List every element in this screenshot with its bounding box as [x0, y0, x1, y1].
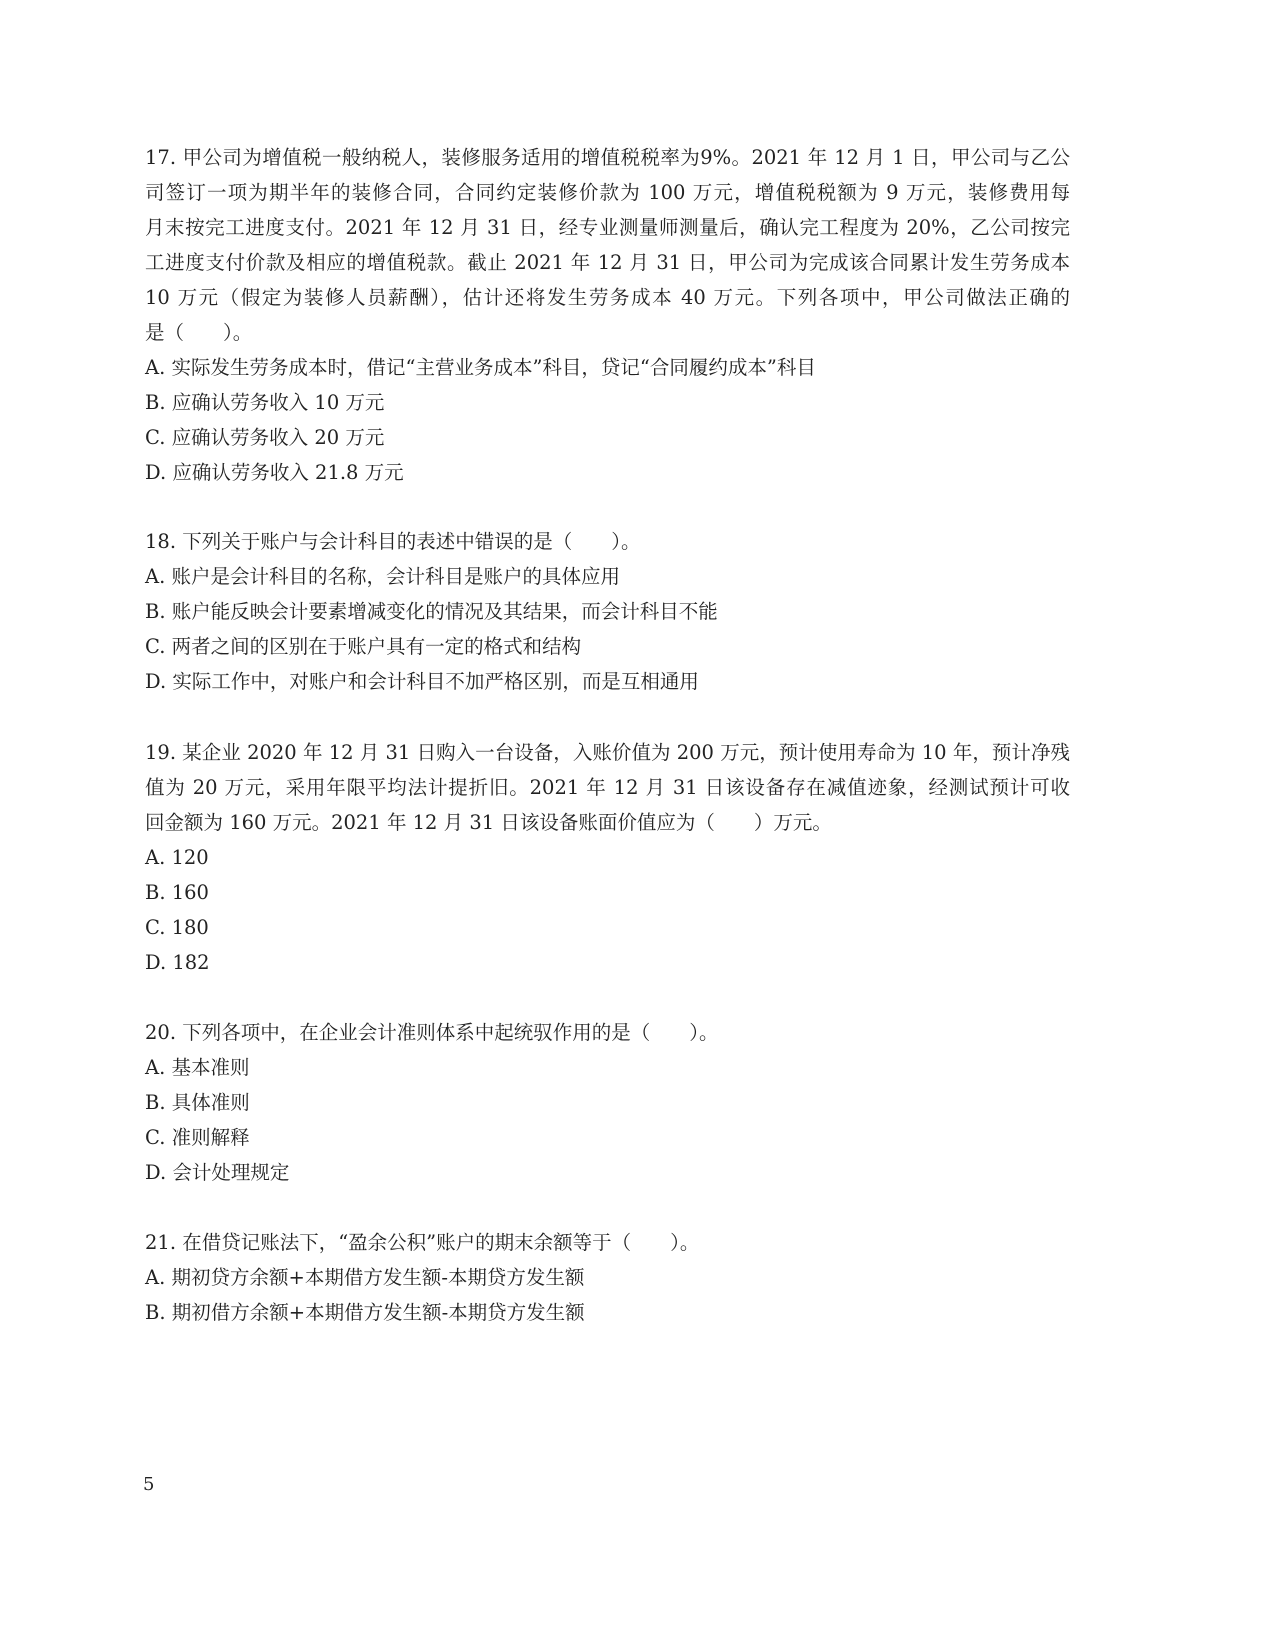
option-d: D. 182 [145, 951, 210, 974]
question-text-line: 19. 某企业 2020 年 12 月 31 日购入一台设备，入账价值为 200 万元，预计使用寿命为 10 年，预计净残 [145, 741, 1070, 764]
option-c: C. 应确认劳务收入 20 万元 [145, 426, 385, 449]
option-b: B. 应确认劳务收入 10 万元 [145, 391, 385, 414]
option-c: C. 准则解释 [145, 1126, 250, 1149]
question-21 [145, 1225, 1070, 1330]
question-17 [145, 140, 1070, 490]
option-d: D. 实际工作中，对账户和会计科目不加严格区别，而是互相通用 [145, 670, 699, 693]
question-text-line: 21. 在借贷记账法下，“盈余公积”账户的期末余额等于（ ）。 [145, 1231, 700, 1254]
option-b: B. 具体准则 [145, 1091, 250, 1114]
question-text-line: 工进度支付价款及相应的增值税款。截止 2021 年 12 月 31 日，甲公司为完成该合同累计发生劳务成本 [145, 251, 1070, 274]
question-text-line: 值为 20 万元，采用年限平均法计提折旧。2021 年 12 月 31 日该设备存在减值迹象，经测试预计可收 [145, 776, 1070, 799]
question-18 [145, 524, 1070, 699]
option-a: A. 120 [145, 846, 209, 869]
option-a: A. 账户是会计科目的名称，会计科目是账户的具体应用 [145, 565, 620, 588]
option-a: A. 期初贷方余额+本期借方发生额-本期贷方发生额 [145, 1266, 585, 1289]
option-b: B. 期初借方余额+本期借方发生额-本期贷方发生额 [145, 1301, 585, 1324]
question-text-line: 司签订一项为期半年的装修合同，合同约定装修价款为 100 万元，增值税税额为 9 万元，装修费用每 [145, 181, 1070, 204]
question-20 [145, 1015, 1070, 1190]
question-text-line: 17. 甲公司为增值税一般纳税人，装修服务适用的增值税税率为9%。2021 年 12 月 1 日，甲公司与乙公 [145, 146, 1070, 169]
option-c: C. 两者之间的区别在于账户具有一定的格式和结构 [145, 635, 582, 658]
question-text-line: 月末按完工进度支付。2021 年 12 月 31 日，经专业测量师测量后，确认完工程度为 20%，乙公司按完 [145, 216, 1070, 239]
option-d: D. 应确认劳务收入 21.8 万元 [145, 461, 404, 484]
question-text-line: 回金额为 160 万元。2021 年 12 月 31 日该设备账面价值应为（ ）万元。 [145, 811, 832, 834]
option-b: B. 账户能反映会计要素增减变化的情况及其结果，而会计科目不能 [145, 600, 718, 623]
option-c: C. 180 [145, 916, 209, 939]
question-text-line: 是（ ）。 [145, 321, 253, 344]
option-a: A. 基本准则 [145, 1056, 250, 1079]
option-a: A. 实际发生劳务成本时，借记“主营业务成本”科目，贷记“合同履约成本”科目 [145, 356, 816, 379]
option-b: B. 160 [145, 881, 209, 904]
page-number: 5 [143, 1474, 155, 1495]
question-text-line: 20. 下列各项中，在企业会计准则体系中起统驭作用的是（ ）。 [145, 1021, 719, 1044]
question-text-line: 10 万元（假定为装修人员薪酬），估计还将发生劳务成本 40 万元。下列各项中，甲公司做法正确的 [145, 286, 1070, 309]
option-d: D. 会计处理规定 [145, 1161, 290, 1184]
question-19 [145, 735, 1070, 980]
question-text-line: 18. 下列关于账户与会计科目的表述中错误的是（ ）。 [145, 530, 641, 553]
